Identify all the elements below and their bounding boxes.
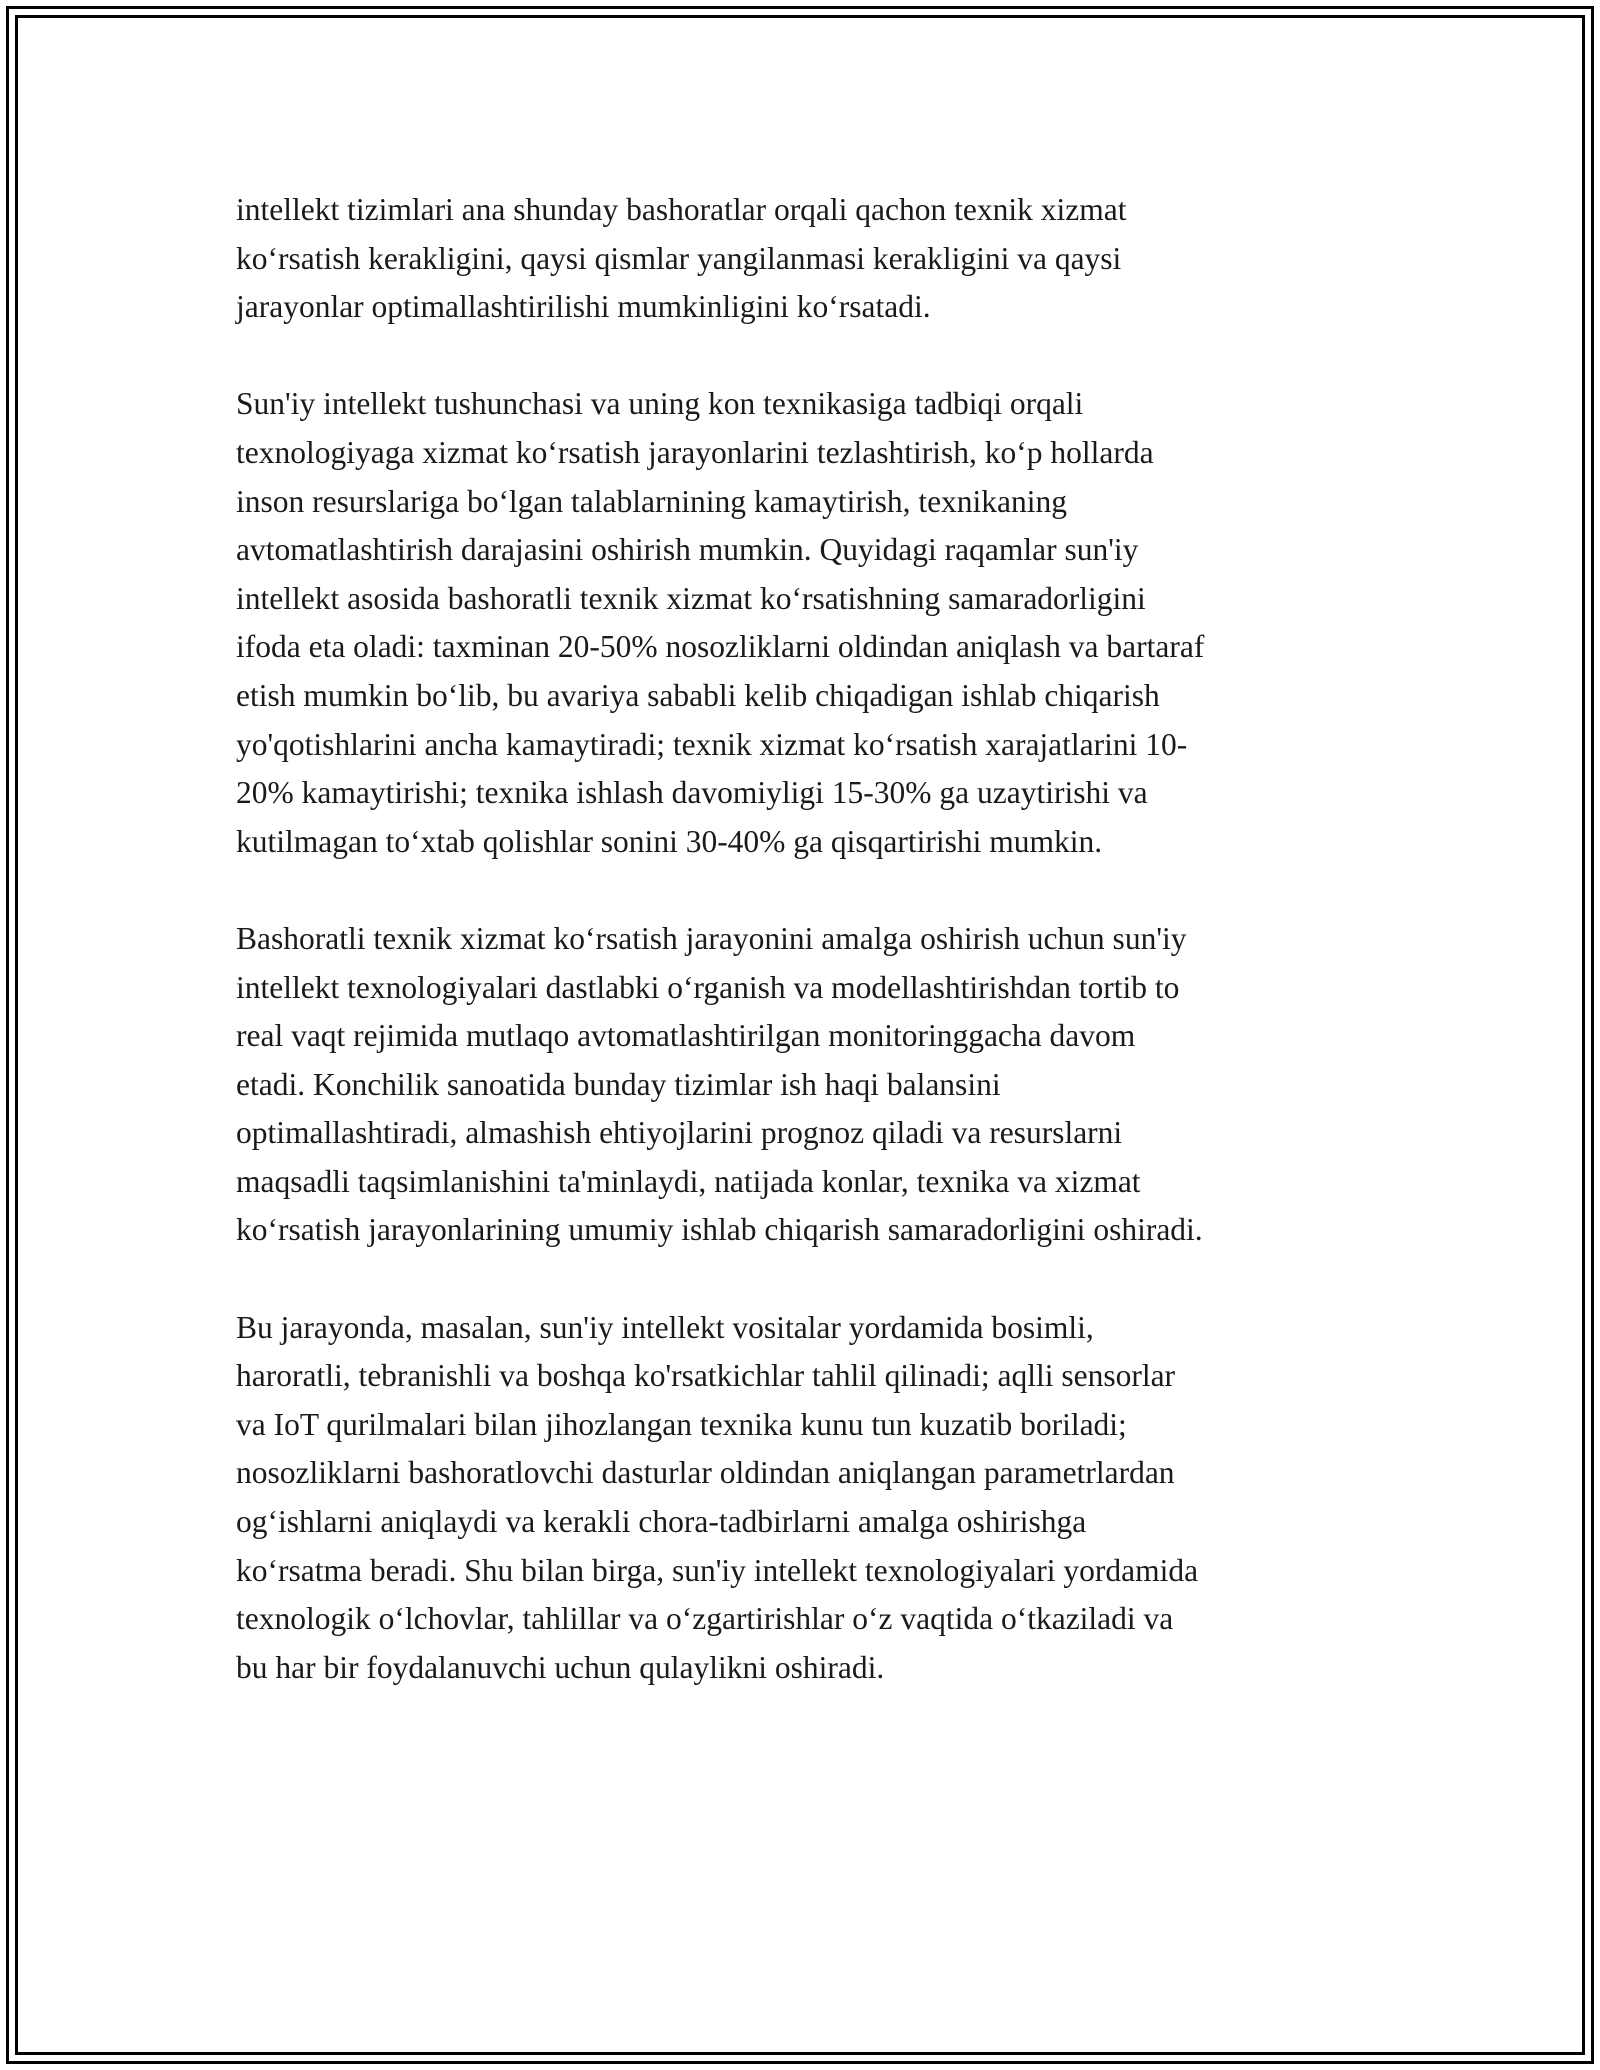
text-line: 20% kamaytirishi; texnika ishlash davomiyligi 15-30% ga uzaytirishi va [236, 775, 1148, 811]
document-body [236, 186, 1376, 1741]
text-line: koʻrsatish kerakligini, qaysi qismlar yangilanmasi kerakligini va qaysi [236, 240, 1122, 276]
paragraph-3 [236, 915, 1376, 1255]
text-line: avtomatlashtirish darajasini oshirish mumkin. Quyidagi raqamlar sun'iy [236, 532, 1139, 568]
text-line: etadi. Konchilik sanoatida bunday tizimlar ish haqi balansini [236, 1066, 1001, 1102]
text-line: Sun'iy intellekt tushunchasi va uning kon texnikasiga tadbiqi orqali [236, 386, 1084, 422]
text-line: ogʻishlarni aniqlaydi va kerakli chora-tadbirlarni amalga oshirishga [236, 1504, 1087, 1540]
text-line: etish mumkin boʻlib, bu avariya sababli kelib chiqadigan ishlab chiqarish [236, 677, 1160, 713]
text-line: koʻrsatish jarayonlarining umumiy ishlab chiqarish samaradorligini oshiradi. [236, 1212, 1203, 1248]
text-line: yo'qotishlarini ancha kamaytiradi; texnik xizmat koʻrsatish xarajatlarini 10- [236, 726, 1188, 762]
text-line: optimallashtiradi, almashish ehtiyojlarini prognoz qiladi va resurslarni [236, 1115, 1123, 1151]
text-line: inson resurslariga boʻlgan talablarnining kamaytirish, texnikaning [236, 483, 1068, 519]
text-line: haroratli, tebranishli va boshqa ko'rsatkichlar tahlil qilinadi; aqlli sensorlar [236, 1358, 1176, 1394]
text-line: maqsadli taqsimlanishini ta'minlaydi, natijada konlar, texnika va xizmat [236, 1163, 1141, 1199]
text-line: kutilmagan toʻxtab qolishlar sonini 30-40% ga qisqartirishi mumkin. [236, 823, 1103, 859]
text-line: bu har bir foydalanuvchi uchun qulaylikni oshiradi. [236, 1649, 885, 1685]
text-line: intellekt asosida bashoratli texnik xizmat koʻrsatishning samaradorligini [236, 580, 1146, 616]
text-line: intellekt tizimlari ana shunday bashoratlar orqali qachon texnik xizmat [236, 192, 1127, 227]
text-line: Bashoratli texnik xizmat koʻrsatish jarayonini amalga oshirish uchun sun'iy [236, 920, 1187, 956]
text-line: Bu jarayonda, masalan, sun'iy intellekt vositalar yordamida bosimli, [236, 1309, 1094, 1345]
text-line: jarayonlar optimallashtirilishi mumkinligini koʻrsatadi. [236, 289, 931, 325]
paragraph-1 [236, 186, 1376, 332]
text-line: koʻrsatma beradi. Shu bilan birga, sun'iy intellekt texnologiyalari yordamida [236, 1552, 1199, 1588]
text-line: nosozliklarni bashoratlovchi dasturlar oldindan aniqlangan parametrlardan [236, 1455, 1175, 1491]
paragraph-2 [236, 380, 1376, 866]
text-line: texnologik oʻlchovlar, tahlillar va oʻzgartirishlar oʻz vaqtida oʻtkaziladi va [236, 1601, 1174, 1637]
text-line: intellekt texnologiyalari dastlabki oʻrganish va modellashtirishdan tortib to [236, 969, 1180, 1005]
text-line: ifoda eta oladi: taxminan 20-50% nosozliklarni oldindan aniqlash va bartaraf [236, 629, 1205, 665]
text-line: real vaqt rejimida mutlaqo avtomatlashtirilgan monitoringgacha davom [236, 1018, 1136, 1054]
text-line: texnologiyaga xizmat koʻrsatish jarayonlarini tezlashtirish, koʻp hollarda [236, 434, 1154, 470]
paragraph-4 [236, 1304, 1376, 1693]
text-line: va IoT qurilmalari bilan jihozlangan texnika kunu tun kuzatib boriladi; [236, 1406, 1127, 1442]
